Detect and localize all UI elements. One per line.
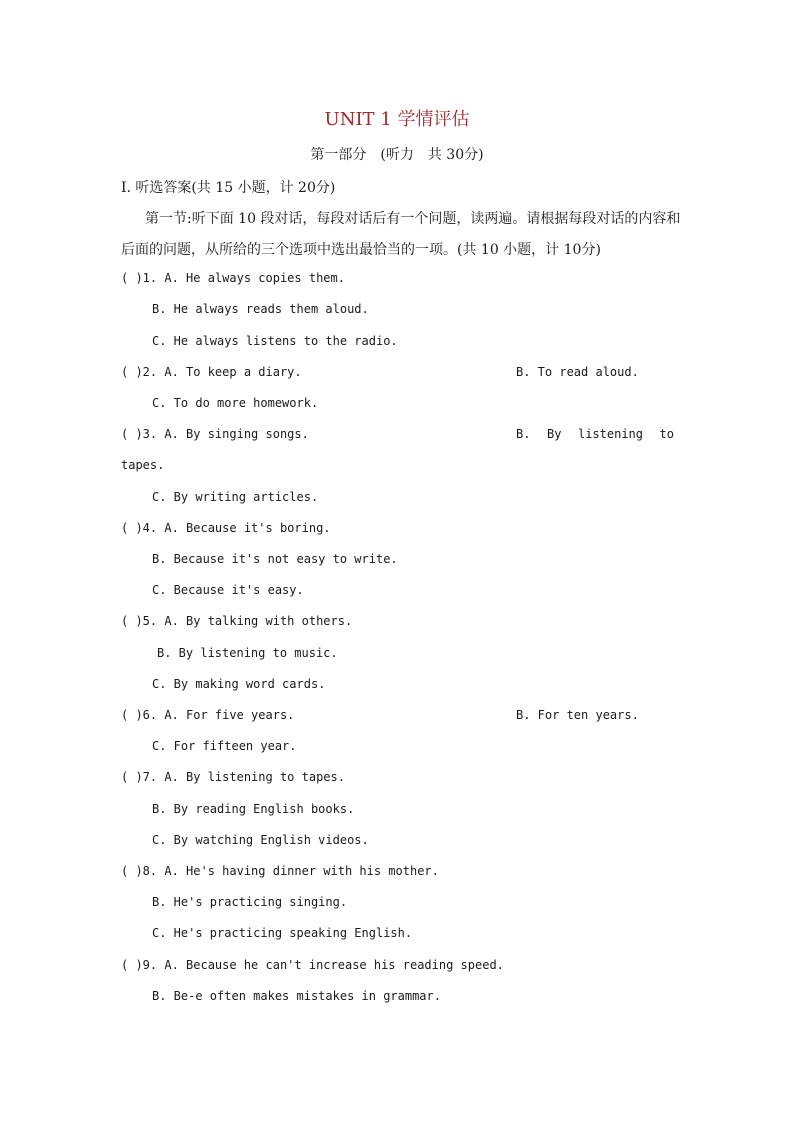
question-5-option-b: B. By listening to music.	[157, 646, 338, 660]
question-2-option-b: B. To read aloud.	[516, 365, 639, 379]
instruction-line-1: 第一节:听下面 10 段对话，每段对话后有一个问题，读两遍。请根据每段对话的内容和	[145, 211, 681, 227]
question-3-option-c: C. By writing articles.	[152, 490, 319, 504]
question-7-option-c: C. By watching English videos.	[152, 833, 369, 847]
question-6-option-c: C. For fifteen year.	[152, 739, 297, 753]
question-7-option-a: ( )7. A. By listening to tapes.	[121, 770, 345, 784]
question-8-option-c: C. He's practicing speaking English.	[152, 926, 413, 940]
question-3-option-b-part: By	[546, 427, 562, 441]
question-5-option-c: C. By making word cards.	[152, 677, 326, 691]
question-4-option-a: ( )4. A. Because it's boring.	[121, 521, 331, 535]
question-2-option-a: ( )2. A. To keep a diary.	[121, 365, 302, 379]
instruction-line-2: 后面的问题，从所给的三个选项中选出最恰当的一项。(共 10 小题，计 10分)	[121, 242, 601, 258]
question-3-option-b-part: B.	[516, 427, 531, 441]
question-8-option-b: B. He's practicing singing.	[152, 895, 348, 909]
question-1-option-b: B. He always reads them aloud.	[152, 302, 369, 316]
question-1-option-c: C. He always listens to the radio.	[152, 334, 398, 348]
question-9-option-a: ( )9. A. Because he can't increase his reading speed.	[121, 958, 504, 972]
question-7-option-b: B. By reading English books.	[152, 802, 355, 816]
question-6-option-a: ( )6. A. For five years.	[121, 708, 295, 722]
question-3-option-b	[516, 427, 674, 441]
question-3-option-b-part: listening	[577, 427, 643, 441]
part-subtitle: 第一部分 (听力 共 30分)	[310, 147, 484, 163]
question-8-option-a: ( )8. A. He's having dinner with his mother.	[121, 864, 439, 878]
question-1-option-a: ( )1. A. He always copies them.	[121, 271, 345, 285]
question-4-option-b: B. Because it's not easy to write.	[152, 552, 398, 566]
question-3-option-b-part: to	[659, 427, 674, 441]
section-heading: Ⅰ. 听选答案(共 15 小题，计 20分)	[121, 180, 336, 196]
question-9-option-b: B. Be-e often makes mistakes in grammar.	[152, 989, 441, 1003]
question-3-option-b-continued: tapes.	[121, 458, 165, 472]
question-3-option-a: ( )3. A. By singing songs.	[121, 427, 309, 441]
question-6-option-b: B. For ten years.	[516, 708, 639, 722]
page-title: UNIT 1 学情评估	[324, 109, 470, 130]
question-5-option-a: ( )5. A. By talking with others.	[121, 614, 353, 628]
question-2-option-c: C. To do more homework.	[152, 396, 319, 410]
question-4-option-c: C. Because it's easy.	[152, 583, 304, 597]
